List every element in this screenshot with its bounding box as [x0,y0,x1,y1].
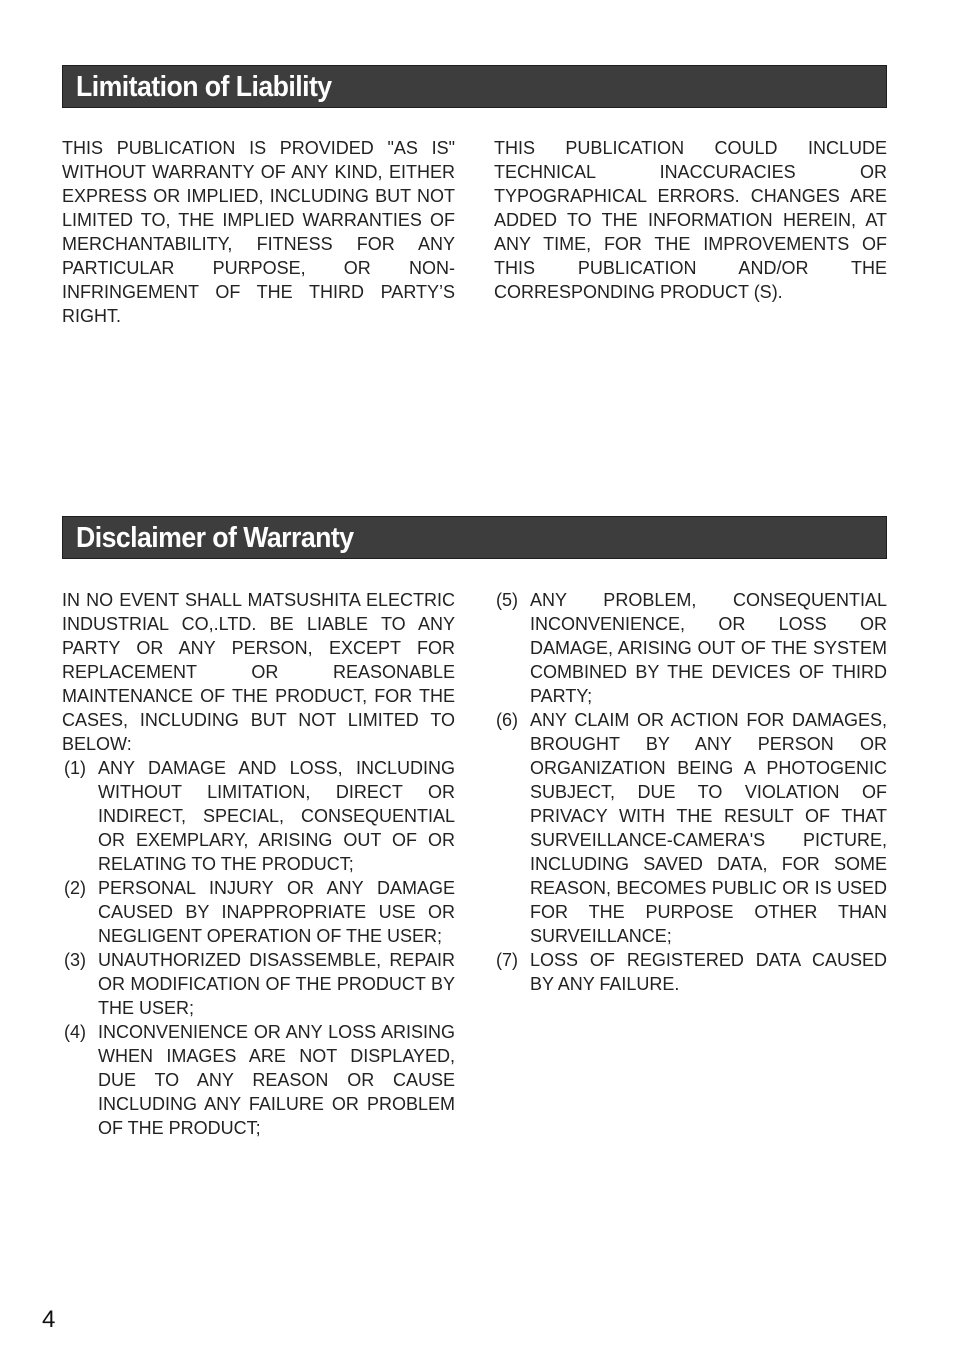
warranty-title: Disclaimer of Warranty [76,522,354,554]
liability-right-column [494,136,887,304]
liability-section-header [62,65,887,108]
warranty-list-right [494,588,887,996]
warranty-section-header [62,516,887,559]
list-item-number: (4) [64,1022,86,1042]
warranty-right-column [494,588,887,996]
list-item-text: INCONVENIENCE OR ANY LOSS ARISING WHEN IMAGES ARE NOT DISPLAYED, DUE TO ANY REASON OR CAUSE INCLUDING ANY FAILURE OR PROBLEM OF THE PRODUCT; [98,1022,455,1138]
list-item [62,1020,455,1140]
list-item-number: (1) [64,758,86,778]
liability-title: Limitation of Liability [76,71,332,103]
list-item [494,588,887,708]
warranty-intro-paragraph: IN NO EVENT SHALL MATSUSHITA ELECTRIC INDUSTRIAL CO,.LTD. BE LIABLE TO ANY PARTY OR ANY PERSON, EXCEPT FOR REPLACEMENT OR REASONABLE MAINTENANCE OF THE PRODUCT, FOR THE CASES, INCLUDING BUT NOT LIMITED TO BELOW: [62,590,455,754]
list-item [62,948,455,1020]
warranty-left-column [62,588,455,1140]
list-item-text: ANY CLAIM OR ACTION FOR DAMAGES, BROUGHT BY ANY PERSON OR ORGANIZATION BEING A PHOTOGENIC SUBJECT, DUE TO VIOLATION OF PRIVACY WITH THE RESULT OF THAT SURVEILLANCE-CAMERA'S PICTURE, INCLUDING SAVED DATA, FOR SOME REASON, BECOMES PUBLIC OR IS USED FOR THE PURPOSE OTHER THAN SURVEILLANCE; [530,710,887,946]
list-item-text: UNAUTHORIZED DISASSEMBLE, REPAIR OR MODIFICATION OF THE PRODUCT BY THE USER; [98,950,455,1018]
list-item-text: LOSS OF REGISTERED DATA CAUSED BY ANY FAILURE. [530,950,887,994]
list-item-number: (2) [64,878,86,898]
list-item-text: ANY DAMAGE AND LOSS, INCLUDING WITHOUT LIMITATION, DIRECT OR INDIRECT, SPECIAL, CONSEQUENTIAL OR EXEMPLARY, ARISING OUT OF OR RELATING TO THE PRODUCT; [98,758,455,874]
list-item [62,756,455,876]
list-item [494,708,887,948]
liability-right-paragraph: THIS PUBLICATION COULD INCLUDE TECHNICAL INACCURACIES OR TYPOGRAPHICAL ERRORS. CHANGES ARE ADDED TO THE INFORMATION HEREIN, AT ANY TIME, FOR THE IMPROVEMENTS OF THIS PUBLICATION AND/OR THE CORRESPONDING PRODUCT (S). [494,138,887,302]
list-item-text: PERSONAL INJURY OR ANY DAMAGE CAUSED BY INAPPROPRIATE USE OR NEGLIGENT OPERATION OF THE USER; [98,878,455,946]
list-item [62,876,455,948]
warranty-list-left [62,756,455,1140]
list-item-number: (7) [496,950,518,970]
list-item-number: (3) [64,950,86,970]
list-item-number: (6) [496,710,518,730]
page-number: 4 [42,1306,56,1333]
list-item [494,948,887,996]
list-item-text: ANY PROBLEM, CONSEQUENTIAL INCONVENIENCE, OR LOSS OR DAMAGE, ARISING OUT OF THE SYSTEM COMBINED BY THE DEVICES OF THIRD PARTY; [530,590,887,706]
liability-left-column [62,136,455,328]
list-item-number: (5) [496,590,518,610]
liability-left-paragraph: THIS PUBLICATION IS PROVIDED "AS IS" WITHOUT WARRANTY OF ANY KIND, EITHER EXPRESS OR IMPLIED, INCLUDING BUT NOT LIMITED TO, THE IMPLIED WARRANTIES OF MERCHANTABILITY, FITNESS FOR ANY PARTICULAR PURPOSE, OR NON-INFRINGEMENT OF THE THIRD PARTY’S RIGHT. [62,138,455,326]
